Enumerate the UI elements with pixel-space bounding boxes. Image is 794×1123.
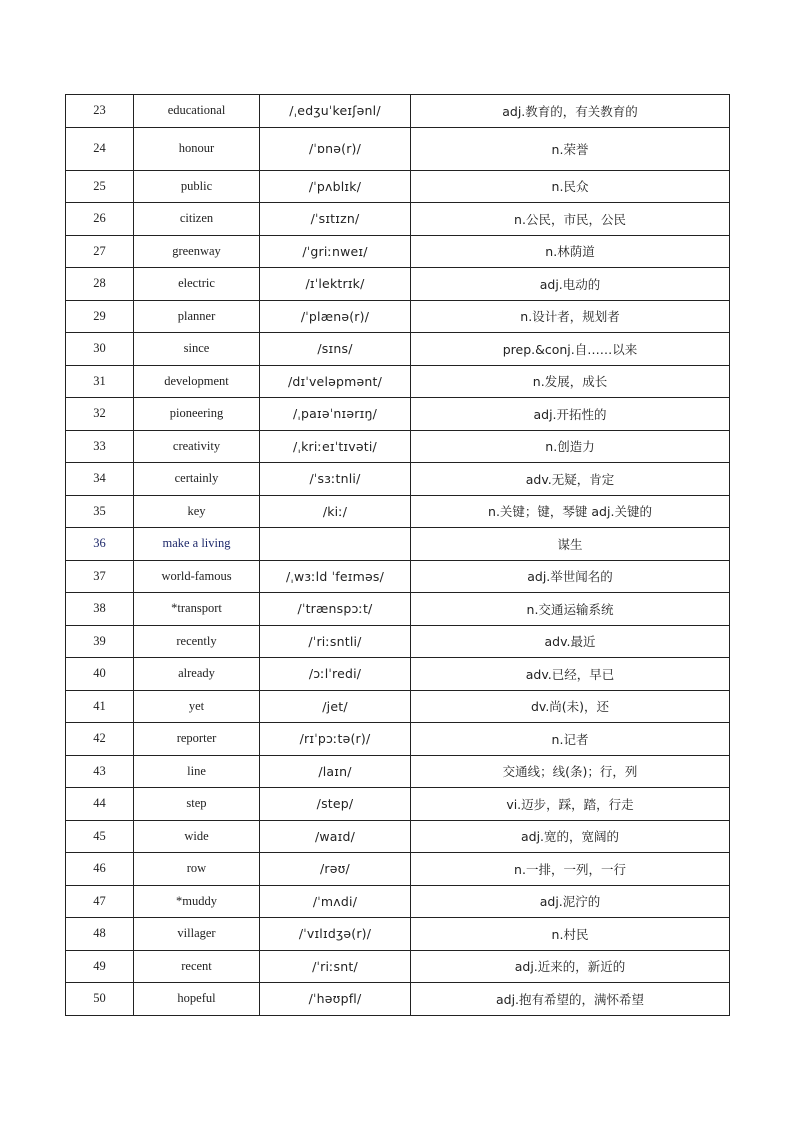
meaning-cell: adj.电动的 bbox=[411, 268, 730, 301]
phonetic-cell: /ˈvɪlɪdʒə(r)/ bbox=[260, 918, 411, 951]
row-number: 25 bbox=[66, 170, 134, 203]
phonetic-cell: /ˈsɪtɪzn/ bbox=[260, 203, 411, 236]
phonetic-cell: /ˌedʒuˈkeɪʃənl/ bbox=[260, 95, 411, 128]
meaning-cell: n.关键；键，琴键 adj.关键的 bbox=[411, 495, 730, 528]
table-row bbox=[66, 495, 730, 528]
phonetic-cell: /ˌpaɪəˈnɪərɪŋ/ bbox=[260, 398, 411, 431]
phonetic-cell: /ˈriːsnt/ bbox=[260, 950, 411, 983]
phonetic-cell: /ˈgriːnweɪ/ bbox=[260, 235, 411, 268]
word-cell: recent bbox=[134, 950, 260, 983]
word-cell: development bbox=[134, 365, 260, 398]
table-row bbox=[66, 170, 730, 203]
row-number: 32 bbox=[66, 398, 134, 431]
table-row bbox=[66, 658, 730, 691]
meaning-cell: adv.最近 bbox=[411, 625, 730, 658]
word-cell: line bbox=[134, 755, 260, 788]
word-cell: already bbox=[134, 658, 260, 691]
table-row bbox=[66, 918, 730, 951]
table-row bbox=[66, 593, 730, 626]
table-row bbox=[66, 430, 730, 463]
meaning-cell: n.荣誉 bbox=[411, 127, 730, 170]
row-number: 38 bbox=[66, 593, 134, 626]
meaning-cell: 交通线；线(条)；行，列 bbox=[411, 755, 730, 788]
phonetic-cell bbox=[260, 528, 411, 561]
phonetic-cell: /dɪˈveləpmənt/ bbox=[260, 365, 411, 398]
word-cell: wide bbox=[134, 820, 260, 853]
meaning-cell: n.一排，一列，一行 bbox=[411, 853, 730, 886]
table-row bbox=[66, 95, 730, 128]
row-number: 44 bbox=[66, 788, 134, 821]
table-row bbox=[66, 950, 730, 983]
meaning-cell: dv.尚(未)，还 bbox=[411, 690, 730, 723]
word-cell: honour bbox=[134, 127, 260, 170]
phonetic-cell: /ˈriːsntli/ bbox=[260, 625, 411, 658]
row-number: 42 bbox=[66, 723, 134, 756]
row-number: 37 bbox=[66, 560, 134, 593]
row-number: 35 bbox=[66, 495, 134, 528]
phonetic-cell: /rəʊ/ bbox=[260, 853, 411, 886]
phonetic-cell: /ɔːlˈredi/ bbox=[260, 658, 411, 691]
meaning-cell: n.民众 bbox=[411, 170, 730, 203]
word-cell: educational bbox=[134, 95, 260, 128]
meaning-cell: adj.教育的，有关教育的 bbox=[411, 95, 730, 128]
row-number: 33 bbox=[66, 430, 134, 463]
word-cell: make a living bbox=[134, 528, 260, 561]
row-number: 30 bbox=[66, 333, 134, 366]
word-cell: pioneering bbox=[134, 398, 260, 431]
row-number: 36 bbox=[66, 528, 134, 561]
row-number: 45 bbox=[66, 820, 134, 853]
phonetic-cell: /kiː/ bbox=[260, 495, 411, 528]
table-row bbox=[66, 268, 730, 301]
table-row bbox=[66, 398, 730, 431]
meaning-cell: adj.抱有希望的，满怀希望 bbox=[411, 983, 730, 1016]
row-number: 41 bbox=[66, 690, 134, 723]
row-number: 23 bbox=[66, 95, 134, 128]
word-cell: row bbox=[134, 853, 260, 886]
meaning-cell: adv.无疑，肯定 bbox=[411, 463, 730, 496]
phonetic-cell: /ˈɒnə(r)/ bbox=[260, 127, 411, 170]
phonetic-cell: /ˌkriːeɪˈtɪvəti/ bbox=[260, 430, 411, 463]
phonetic-cell: /ˈsɜːtnli/ bbox=[260, 463, 411, 496]
meaning-cell: n.发展，成长 bbox=[411, 365, 730, 398]
table-row bbox=[66, 983, 730, 1016]
table-row bbox=[66, 820, 730, 853]
table-row bbox=[66, 127, 730, 170]
row-number: 43 bbox=[66, 755, 134, 788]
meaning-cell: adv.已经，早已 bbox=[411, 658, 730, 691]
meaning-cell: n.村民 bbox=[411, 918, 730, 951]
meaning-cell: adj.宽的，宽阔的 bbox=[411, 820, 730, 853]
row-number: 27 bbox=[66, 235, 134, 268]
meaning-cell: n.公民，市民，公民 bbox=[411, 203, 730, 236]
table-row bbox=[66, 885, 730, 918]
meaning-cell: 谋生 bbox=[411, 528, 730, 561]
word-cell: greenway bbox=[134, 235, 260, 268]
row-number: 50 bbox=[66, 983, 134, 1016]
table-row bbox=[66, 788, 730, 821]
table-row bbox=[66, 560, 730, 593]
word-cell: *transport bbox=[134, 593, 260, 626]
phonetic-cell: /ɪˈlektrɪk/ bbox=[260, 268, 411, 301]
table-row bbox=[66, 723, 730, 756]
row-number: 46 bbox=[66, 853, 134, 886]
word-cell: public bbox=[134, 170, 260, 203]
row-number: 26 bbox=[66, 203, 134, 236]
vocabulary-table-body bbox=[66, 95, 730, 1016]
word-cell: key bbox=[134, 495, 260, 528]
phonetic-cell: /ˈmʌdi/ bbox=[260, 885, 411, 918]
word-cell: *muddy bbox=[134, 885, 260, 918]
word-cell: creativity bbox=[134, 430, 260, 463]
phonetic-cell: /rɪˈpɔːtə(r)/ bbox=[260, 723, 411, 756]
phonetic-cell: /ˈhəʊpfl/ bbox=[260, 983, 411, 1016]
phonetic-cell: /ˈtrænspɔːt/ bbox=[260, 593, 411, 626]
table-row bbox=[66, 365, 730, 398]
meaning-cell: n.设计者，规划者 bbox=[411, 300, 730, 333]
word-cell: yet bbox=[134, 690, 260, 723]
word-cell: reporter bbox=[134, 723, 260, 756]
phonetic-cell: /ˈplænə(r)/ bbox=[260, 300, 411, 333]
word-cell: step bbox=[134, 788, 260, 821]
table-row bbox=[66, 625, 730, 658]
meaning-cell: adj.举世闻名的 bbox=[411, 560, 730, 593]
row-number: 40 bbox=[66, 658, 134, 691]
word-cell: hopeful bbox=[134, 983, 260, 1016]
phonetic-cell: /sɪns/ bbox=[260, 333, 411, 366]
meaning-cell: vi.迈步，踩，踏，行走 bbox=[411, 788, 730, 821]
row-number: 48 bbox=[66, 918, 134, 951]
phonetic-cell: /waɪd/ bbox=[260, 820, 411, 853]
meaning-cell: n.记者 bbox=[411, 723, 730, 756]
table-row bbox=[66, 755, 730, 788]
meaning-cell: adj.近来的，新近的 bbox=[411, 950, 730, 983]
word-cell: electric bbox=[134, 268, 260, 301]
phonetic-cell: /step/ bbox=[260, 788, 411, 821]
meaning-cell: n.交通运输系统 bbox=[411, 593, 730, 626]
row-number: 24 bbox=[66, 127, 134, 170]
word-cell: citizen bbox=[134, 203, 260, 236]
row-number: 39 bbox=[66, 625, 134, 658]
meaning-cell: n.林荫道 bbox=[411, 235, 730, 268]
row-number: 28 bbox=[66, 268, 134, 301]
row-number: 31 bbox=[66, 365, 134, 398]
table-row bbox=[66, 203, 730, 236]
word-cell: certainly bbox=[134, 463, 260, 496]
word-cell: since bbox=[134, 333, 260, 366]
word-cell: recently bbox=[134, 625, 260, 658]
meaning-cell: prep.&conj.自……以来 bbox=[411, 333, 730, 366]
row-number: 29 bbox=[66, 300, 134, 333]
row-number: 47 bbox=[66, 885, 134, 918]
word-cell: world-famous bbox=[134, 560, 260, 593]
table-row bbox=[66, 853, 730, 886]
phonetic-cell: /ˌwɜːld ˈfeɪməs/ bbox=[260, 560, 411, 593]
meaning-cell: adj.泥泞的 bbox=[411, 885, 730, 918]
word-cell: planner bbox=[134, 300, 260, 333]
phonetic-cell: /laɪn/ bbox=[260, 755, 411, 788]
table-row bbox=[66, 235, 730, 268]
word-cell: villager bbox=[134, 918, 260, 951]
meaning-cell: n.创造力 bbox=[411, 430, 730, 463]
row-number: 49 bbox=[66, 950, 134, 983]
meaning-cell: adj.开拓性的 bbox=[411, 398, 730, 431]
table-row bbox=[66, 300, 730, 333]
table-row bbox=[66, 333, 730, 366]
vocabulary-table bbox=[65, 94, 730, 1016]
phonetic-cell: /ˈpʌblɪk/ bbox=[260, 170, 411, 203]
table-row bbox=[66, 690, 730, 723]
row-number: 34 bbox=[66, 463, 134, 496]
phonetic-cell: /jet/ bbox=[260, 690, 411, 723]
table-row bbox=[66, 463, 730, 496]
table-row bbox=[66, 528, 730, 561]
